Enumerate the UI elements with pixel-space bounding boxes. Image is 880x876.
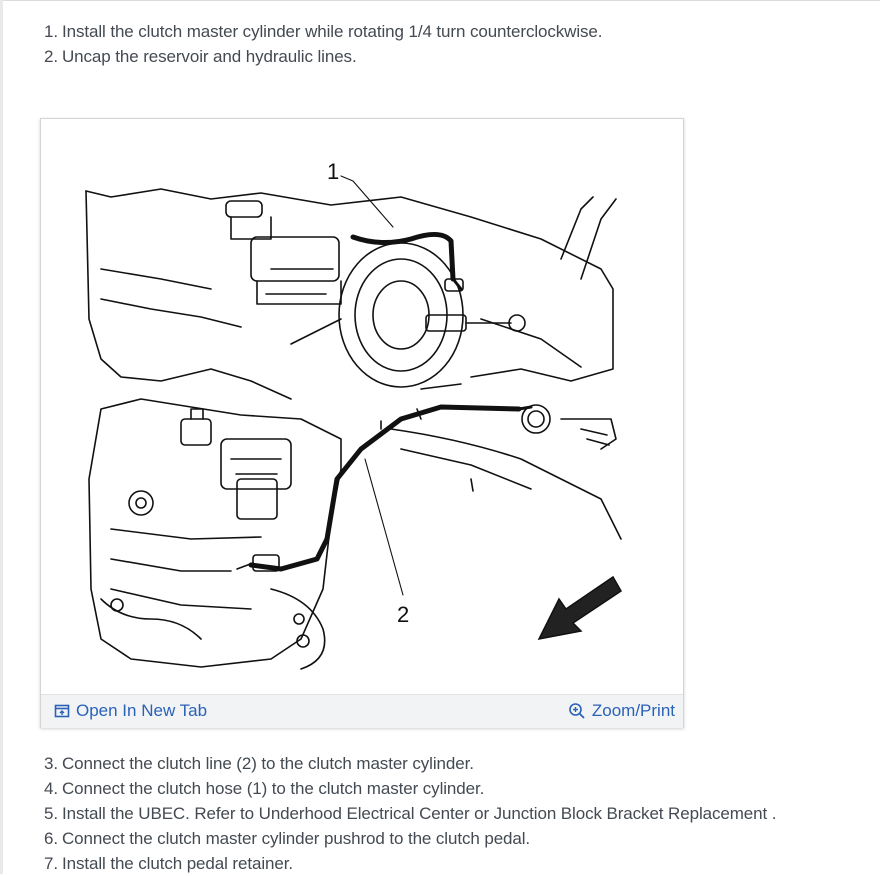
- steps-list-bottom: [44, 751, 776, 876]
- step-number: 2.: [44, 47, 58, 66]
- step-item: [44, 826, 776, 851]
- step-number: 3.: [44, 754, 58, 773]
- callout-1: 1: [327, 159, 340, 184]
- clutch-diagram: [41, 119, 683, 694]
- step-item: [44, 776, 776, 801]
- open-new-tab-icon: [54, 704, 70, 718]
- step-text: Install the clutch master cylinder while rotating 1/4 turn counterclockwise.: [61, 22, 603, 41]
- step-text: Install the clutch pedal retainer.: [61, 854, 293, 873]
- zoom-in-icon: [568, 702, 586, 720]
- figure-toolbar: [41, 694, 683, 728]
- zoom-print-label: Zoom/Print: [591, 701, 675, 720]
- step-text: Connect the clutch line (2) to the clutch master cylinder.: [61, 754, 474, 773]
- step-number: 4.: [44, 779, 58, 798]
- step-number: 7.: [44, 854, 58, 873]
- step-number: 6.: [44, 829, 58, 848]
- figure-card: [40, 118, 684, 728]
- forward-arrow-icon: [539, 577, 621, 639]
- zoom-print-link[interactable]: [568, 701, 675, 721]
- step-item: [44, 751, 776, 776]
- step-item: [44, 801, 776, 826]
- top-rule: [0, 0, 880, 1]
- steps-list-top: [44, 19, 602, 69]
- open-in-new-tab-link[interactable]: [54, 701, 207, 721]
- step-text: Connect the clutch master cylinder pushrod to the clutch pedal.: [61, 829, 531, 848]
- step-number: 5.: [44, 804, 58, 823]
- left-rule: [0, 0, 3, 874]
- step-number: 1.: [44, 22, 58, 41]
- open-in-new-tab-label: Open In New Tab: [76, 701, 208, 720]
- step-text: Connect the clutch hose (1) to the clutch master cylinder.: [61, 779, 485, 798]
- step-item: [44, 19, 602, 44]
- step-text: Install the UBEC. Refer to Underhood Electrical Center or Junction Block Bracket Replacement .: [61, 804, 777, 823]
- callout-2: 2: [397, 602, 410, 627]
- step-text: Uncap the reservoir and hydraulic lines.: [61, 47, 357, 66]
- step-item: [44, 851, 776, 876]
- step-item: [44, 44, 602, 69]
